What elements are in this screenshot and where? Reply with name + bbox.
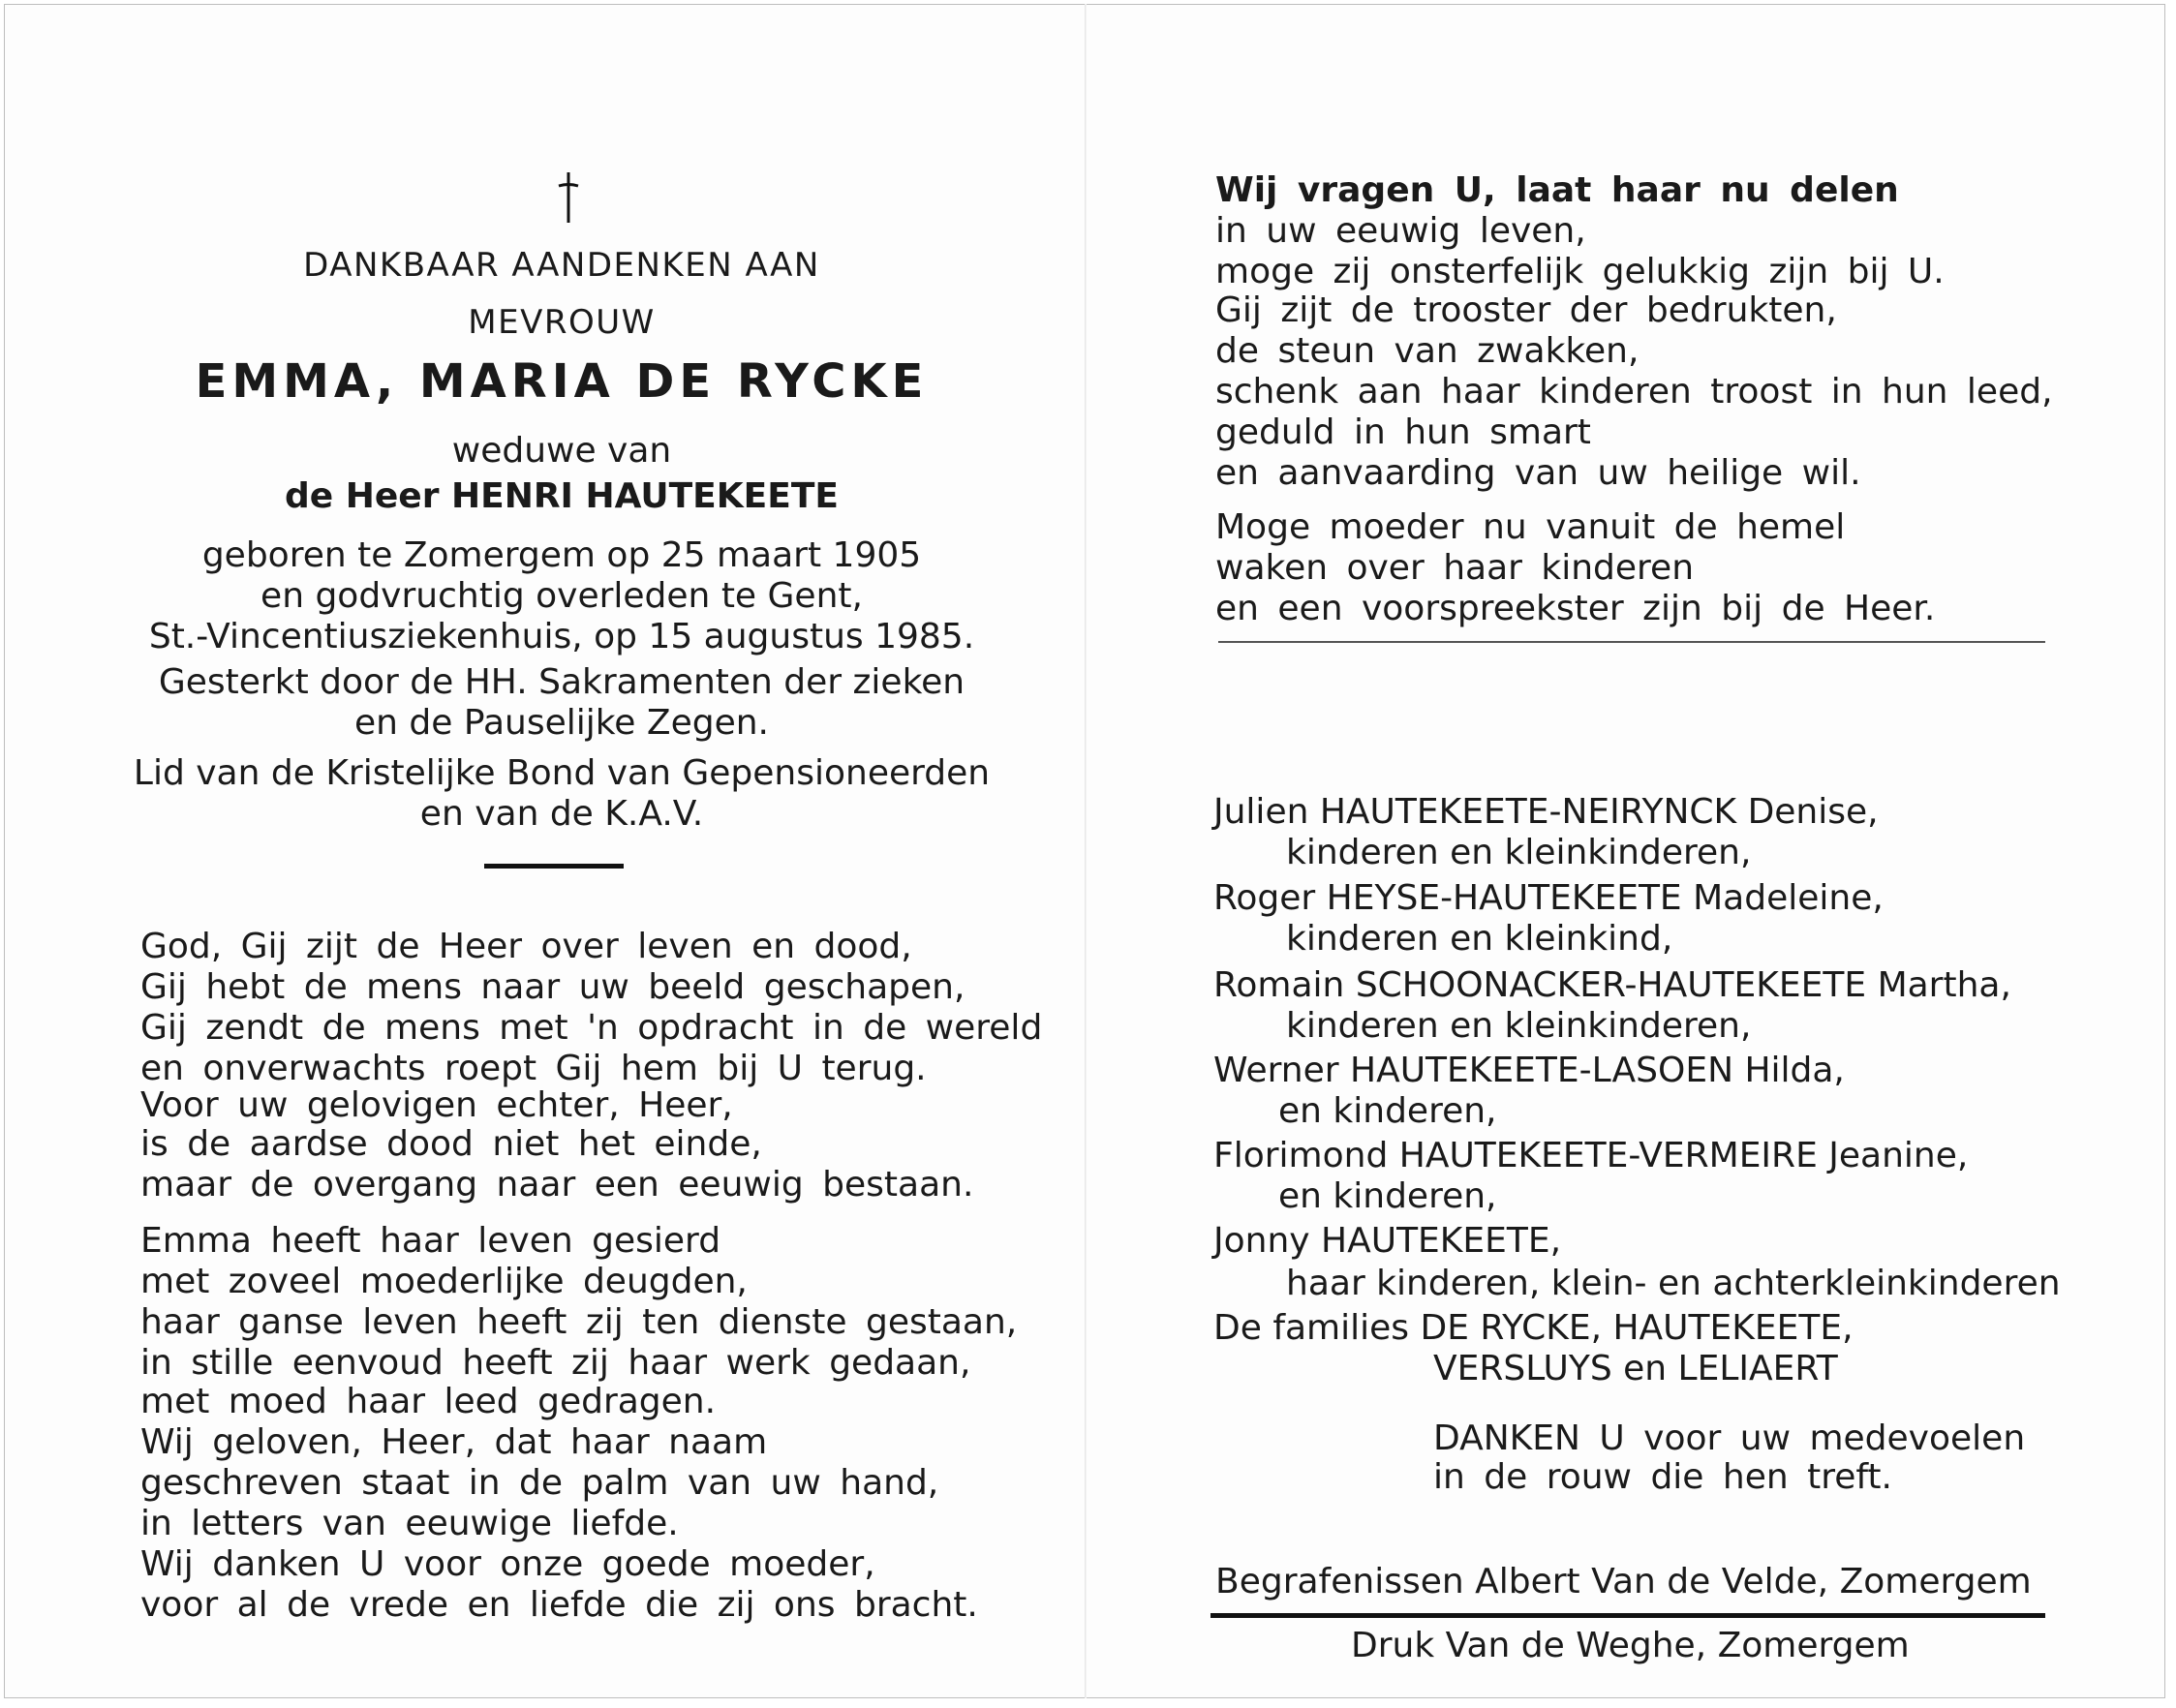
prayer-line: en onverwachts roept Gij hem bij U terug. — [140, 1049, 927, 1088]
prayer-line: haar ganse leven heeft zij ten dienste gestaan, — [140, 1302, 1018, 1342]
family-line: Roger HEYSE-HAUTEKEETE Madeleine, — [1213, 878, 1884, 918]
widow-of: weduwe van — [451, 431, 672, 471]
prayer-line: in stille eenvoud heeft zij haar werk gedaan, — [140, 1343, 971, 1383]
prayer-line: schenk aan haar kinderen troost in hun leed, — [1215, 372, 2053, 412]
family-line: haar kinderen, klein- en achterkleinkinderen — [1286, 1264, 2061, 1303]
family-line: en kinderen, — [1278, 1176, 1497, 1216]
prayer-line: Gij hebt de mens naar uw beeld geschapen, — [140, 967, 965, 1007]
prayer-line: voor al de vrede en liefde die zij ons bracht. — [140, 1585, 978, 1625]
prayer-line: is de aardse dood niet het einde, — [140, 1124, 762, 1164]
membership-line: en van de K.A.V. — [419, 794, 704, 834]
prayer-line: met zoveel moederlijke deugden, — [140, 1262, 748, 1301]
prayer-line: Emma heeft haar leven gesierd — [140, 1221, 721, 1261]
prayer-line: maar de overgang naar een eeuwig bestaan. — [140, 1165, 974, 1205]
divider — [1218, 641, 2045, 643]
cross-icon — [554, 170, 583, 225]
prayer-line: waken over haar kinderen — [1215, 548, 1695, 588]
family-line: Florimond HAUTEKEETE-VERMEIRE Jeanine, — [1213, 1136, 1969, 1175]
family-line: kinderen en kleinkinderen, — [1286, 1006, 1752, 1046]
family-line: Romain SCHOONACKER-HAUTEKEETE Martha, — [1213, 965, 2011, 1005]
prayer-line: Wij vragen U, laat haar nu delen — [1215, 170, 1899, 210]
undertaker: Begrafenissen Albert Van de Velde, Zomergem — [1215, 1562, 2032, 1601]
prayer-line: God, Gij zijt de Heer over leven en dood, — [140, 927, 912, 966]
family-line: Julien HAUTEKEETE-NEIRYNCK Denise, — [1213, 792, 1879, 832]
prayer-line: Gij zijt de trooster der bedrukten, — [1215, 290, 1837, 330]
prayer-line: Wij danken U voor onze goede moeder, — [140, 1544, 875, 1584]
prayer-line: Gij zendt de mens met 'n opdracht in de wereld — [140, 1008, 1043, 1048]
thanks-line: DANKEN U voor uw medevoelen — [1433, 1418, 2026, 1458]
prayer-line: geschreven staat in de palm van uw hand, — [140, 1463, 939, 1503]
prayer-line: in uw eeuwig leven, — [1215, 211, 1586, 251]
family-line: kinderen en kleinkinderen, — [1286, 833, 1752, 872]
bio-line: en godvruchtig overleden te Gent, — [261, 576, 863, 616]
family-line: Werner HAUTEKEETE-LASOEN Hilda, — [1213, 1051, 1845, 1090]
deceased-name: EMMA, MARIA DE RYCKE — [195, 354, 929, 409]
prayer-line: de steun van zwakken, — [1215, 331, 1640, 371]
family-line: VERSLUYS en LELIAERT — [1433, 1349, 1838, 1388]
bio-line: geboren te Zomergem op 25 maart 1905 — [201, 535, 922, 575]
bio-line: St.-Vincentiusziekenhuis, op 15 augustus 1985. — [148, 617, 975, 656]
husband-name: de Heer HENRI HAUTEKEETE — [285, 476, 839, 516]
prayer-line: Moge moeder nu vanuit de hemel — [1215, 507, 1846, 547]
divider — [484, 864, 624, 869]
bio-line: en de Pauselijke Zegen. — [354, 703, 769, 743]
divider — [1211, 1613, 2045, 1618]
thanks-line: in de rouw die hen treft. — [1433, 1457, 1892, 1497]
membership-line: Lid van de Kristelijke Bond van Gepensioneerden — [133, 753, 991, 793]
prayer-line: met moed haar leed gedragen. — [140, 1382, 717, 1421]
prayer-line: en een voorspreekster zijn bij de Heer. — [1215, 589, 1936, 628]
prayer-line: in letters van eeuwige liefde. — [140, 1504, 679, 1543]
prayer-line: Voor uw gelovigen echter, Heer, — [140, 1085, 733, 1125]
heading-dedication: DANKBAAR AANDENKEN AAN — [303, 246, 820, 285]
prayer-line: moge zij onsterfelijk gelukkig zijn bij U. — [1215, 252, 1945, 291]
family-line: kinderen en kleinkind, — [1286, 919, 1673, 959]
prayer-line: en aanvaarding van uw heilige wil. — [1215, 453, 1861, 493]
heading-title: MEVROUW — [468, 303, 656, 342]
prayer-line: Wij geloven, Heer, dat haar naam — [140, 1422, 768, 1462]
prayer-line: geduld in hun smart — [1215, 412, 1591, 452]
family-line: De families DE RYCKE, HAUTEKEETE, — [1213, 1308, 1854, 1348]
printer: Druk Van de Weghe, Zomergem — [1351, 1626, 1910, 1665]
family-line: Jonny HAUTEKEETE, — [1213, 1221, 1562, 1261]
family-line: en kinderen, — [1278, 1091, 1497, 1131]
bio-line: Gesterkt door de HH. Sakramenten der zieken — [158, 662, 965, 702]
